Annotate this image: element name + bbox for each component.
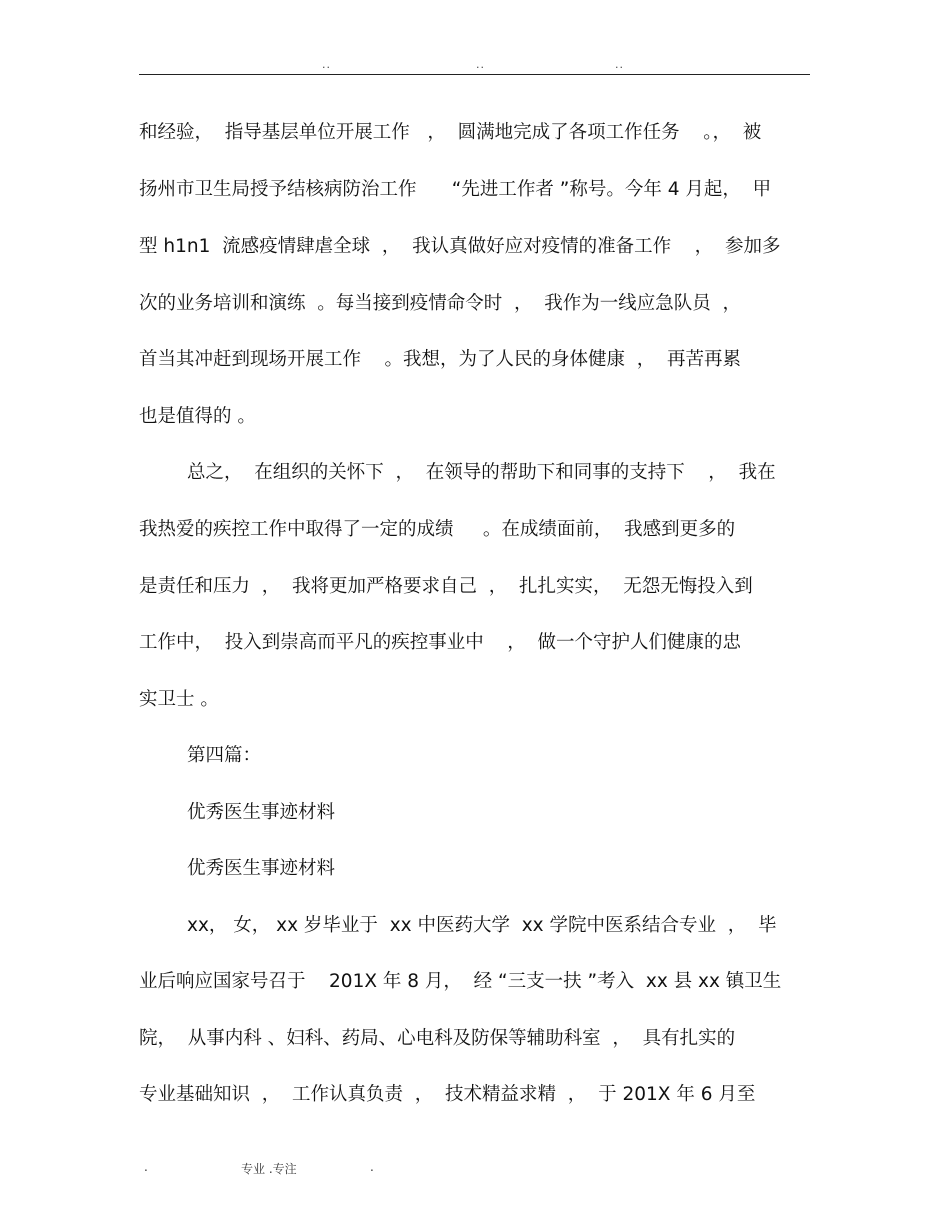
footer-dot-right: .	[370, 1160, 374, 1174]
header-dots-right: ..	[615, 58, 624, 71]
paragraph-line: 总之， 在组织的关怀下 ， 在领导的帮助下和同事的支持下 ， 我在	[187, 462, 776, 483]
article-title: 优秀医生事迹材料	[187, 858, 336, 879]
paragraph-line: 次的业务培训和演练 。每当接到疫情命令时 ， 我作为一线应急队员 ，	[139, 293, 742, 314]
paragraph-line: xx， 女， xx 岁毕业于 xx 中医药大学 xx 学院中医系结合专业 ， 毕	[187, 915, 777, 936]
paragraph-line: 是责任和压力 ， 我将更加严格要求自己 ， 扎扎实实， 无怨无悔投入到	[139, 576, 753, 597]
paragraph-line: 型 h1n1 流感疫情肆虐全球 ， 我认真做好应对疫情的准备工作 ， 参加多	[139, 236, 781, 257]
footer-dot-left: .	[144, 1160, 148, 1174]
header-rule	[139, 74, 810, 75]
paragraph-line: 首当其冲赶到现场开展工作 。我想，为了人民的身体健康 ， 再苦再累	[139, 349, 742, 370]
header-dots-left: ..	[322, 58, 331, 71]
paragraph-line: 和经验， 指导基层单位开展工作 ， 圆满地完成了各项工作任务 。， 被	[139, 122, 762, 143]
header-dots-center: ..	[476, 58, 485, 71]
paragraph-line: 院， 从事内科 、妇科、药局、心电科及防保等辅助科室 ， 具有扎实的	[139, 1028, 736, 1049]
footer-text: 专业 .专注	[241, 1162, 297, 1176]
article-title: 优秀医生事迹材料	[187, 802, 336, 823]
paragraph-line: 工作中， 投入到崇高而平凡的疾控事业中 ， 做一个守护人们健康的忠	[139, 632, 742, 653]
paragraph-line: 专业基础知识 ， 工作认真负责 ， 技术精益求精 ， 于 201X 年 6 月至	[139, 1084, 756, 1105]
paragraph-line: 实卫士 。	[139, 689, 219, 710]
paragraph-line: 我热爱的疾控工作中取得了一定的成绩 。在成绩面前， 我感到更多的	[139, 519, 736, 540]
paragraph-line: 也是值得的 。	[139, 406, 256, 427]
paragraph-line: 业后响应国家号召于 201X 年 8 月， 经 “三支一扶 ”考入 xx 县 xx 镇卫生	[139, 971, 782, 992]
section-heading: 第四篇：	[187, 745, 262, 766]
paragraph-line: 扬州市卫生局授予结核病防治工作 “先进工作者 ”称号。今年 4 月起， 甲	[139, 179, 772, 200]
